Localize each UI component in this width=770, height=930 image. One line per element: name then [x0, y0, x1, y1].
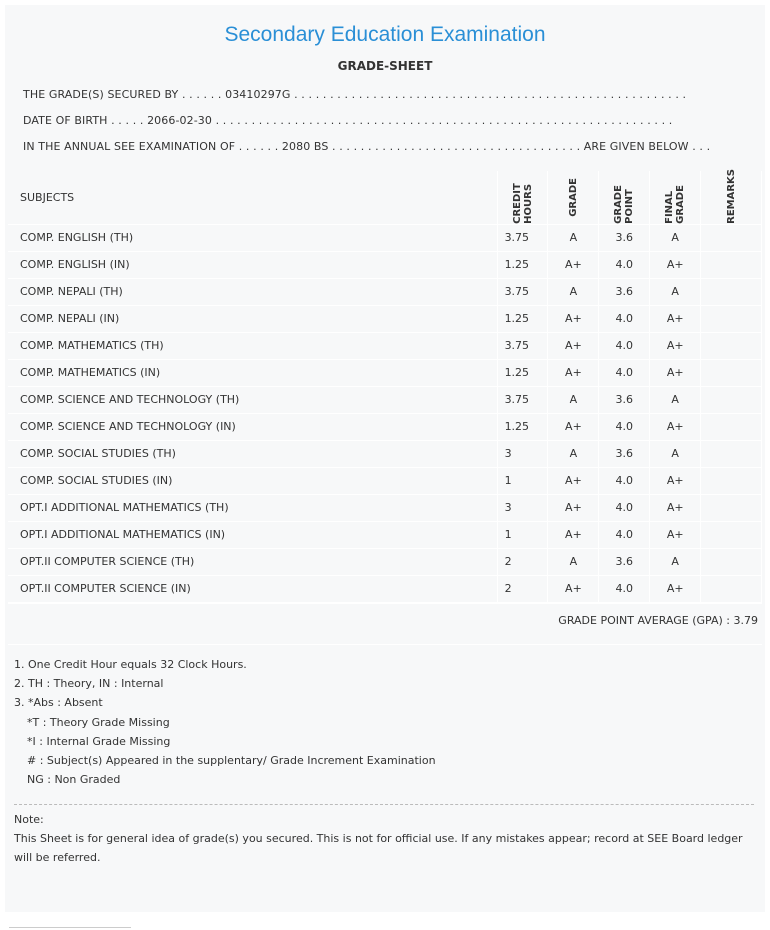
final-grade-cell: A — [650, 548, 701, 575]
final-grade-cell: A — [650, 224, 701, 251]
subject-cell: OPT.I ADDITIONAL MATHEMATICS (IN) — [8, 521, 497, 548]
subject-cell: OPT.II COMPUTER SCIENCE (TH) — [8, 548, 497, 575]
table-row — [8, 305, 762, 332]
remarks-cell — [701, 575, 762, 602]
exam-line: IN THE ANNUAL SEE EXAMINATION OF . . . . . . 2080 BS . . . . . . . . . . . . . . . . . . . . . . . . . . . . . . . . . . . ARE GIVEN BELOW . . . — [23, 140, 711, 153]
final-grade-cell: A+ — [650, 521, 701, 548]
table-header-row — [8, 171, 762, 224]
table-row — [8, 575, 762, 602]
table-row — [8, 386, 762, 413]
grade-sheet — [5, 5, 765, 912]
final-grade-cell: A — [650, 278, 701, 305]
grade-point-cell: 4.0 — [599, 305, 650, 332]
subject-cell: COMP. SCIENCE AND TECHNOLOGY (IN) — [8, 413, 497, 440]
grade-point-cell: 3.6 — [599, 440, 650, 467]
remarks-cell — [701, 521, 762, 548]
legend — [14, 655, 436, 789]
header-subjects: SUBJECTS — [8, 171, 497, 224]
grade-cell: A — [548, 548, 599, 575]
legend-item: *T : Theory Grade Missing — [27, 715, 170, 729]
grade-point-cell: 4.0 — [599, 359, 650, 386]
note-text: This Sheet is for general idea of grade(s) you secured. This is not for official use. If any mistakes appear; record at SEE Board ledger will be referred. — [14, 832, 743, 864]
page-title: Secondary Education Examination — [224, 23, 546, 46]
subject-cell: COMP. SOCIAL STUDIES (TH) — [8, 440, 497, 467]
grade-point-cell: 4.0 — [599, 251, 650, 278]
credit-hours-cell: 3.75 — [497, 332, 548, 359]
header-credit-hours: CREDIT HOURS — [497, 171, 548, 224]
header-grade: GRADE — [548, 171, 599, 224]
credit-hours-cell: 1 — [497, 521, 548, 548]
credit-hours-cell: 1.25 — [497, 413, 548, 440]
subject-cell: COMP. NEPALI (TH) — [8, 278, 497, 305]
note-block — [14, 810, 759, 867]
table-row — [8, 494, 762, 521]
remarks-cell — [701, 332, 762, 359]
grade-cell: A — [548, 278, 599, 305]
remarks-cell — [701, 359, 762, 386]
grade-point-cell: 4.0 — [599, 332, 650, 359]
table-row — [8, 467, 762, 494]
remarks-cell — [701, 305, 762, 332]
grade-cell: A — [548, 224, 599, 251]
gpa-value: GRADE POINT AVERAGE (GPA) : 3.79 — [558, 614, 758, 627]
legend-item: 1. One Credit Hour equals 32 Clock Hours. — [14, 658, 247, 671]
grade-point-cell: 3.6 — [599, 278, 650, 305]
table-row — [8, 413, 762, 440]
grades-table — [8, 171, 762, 603]
final-grade-cell: A+ — [650, 467, 701, 494]
credit-hours-cell: 3 — [497, 440, 548, 467]
final-grade-cell: A+ — [650, 413, 701, 440]
credit-hours-cell: 1.25 — [497, 251, 548, 278]
remarks-cell — [701, 467, 762, 494]
credit-hours-cell: 3.75 — [497, 386, 548, 413]
subject-cell: COMP. NEPALI (IN) — [8, 305, 497, 332]
grade-cell: A+ — [548, 494, 599, 521]
legend-item: 3. *Abs : Absent — [14, 696, 103, 710]
table-row — [8, 278, 762, 305]
table-row — [8, 332, 762, 359]
table-row — [8, 251, 762, 278]
subject-cell: OPT.II COMPUTER SCIENCE (IN) — [8, 575, 497, 602]
header-remarks: REMARKS — [701, 171, 762, 224]
grade-point-cell: 4.0 — [599, 467, 650, 494]
subject-cell: COMP. ENGLISH (IN) — [8, 251, 497, 278]
grade-cell: A+ — [548, 521, 599, 548]
credit-hours-cell: 2 — [497, 575, 548, 602]
subject-cell: COMP. SOCIAL STUDIES (IN) — [8, 467, 497, 494]
final-grade-cell: A+ — [650, 359, 701, 386]
grade-point-cell: 4.0 — [599, 413, 650, 440]
dob-line: DATE OF BIRTH . . . . . 2066-02-30 . . . . . . . . . . . . . . . . . . . . . . . . . . . . . . . . . . . . . . . . . . . . . . . . . . . . . . . . . . . . . . . . — [23, 114, 673, 127]
grade-point-cell: 3.6 — [599, 548, 650, 575]
subject-cell: COMP. MATHEMATICS (TH) — [8, 332, 497, 359]
table-row — [8, 548, 762, 575]
grade-point-cell: 3.6 — [599, 224, 650, 251]
grade-cell: A+ — [548, 467, 599, 494]
table-row — [8, 440, 762, 467]
remarks-cell — [701, 224, 762, 251]
grade-cell: A — [548, 440, 599, 467]
footer-divider — [9, 927, 131, 928]
credit-hours-cell: 2 — [497, 548, 548, 575]
credit-hours-cell: 3.75 — [497, 278, 548, 305]
legend-item: NG : Non Graded — [27, 773, 121, 787]
final-grade-cell: A — [650, 440, 701, 467]
subject-cell: COMP. ENGLISH (TH) — [8, 224, 497, 251]
table-row — [8, 359, 762, 386]
remarks-cell — [701, 278, 762, 305]
remarks-cell — [701, 440, 762, 467]
grade-cell: A+ — [548, 251, 599, 278]
remarks-cell — [701, 494, 762, 521]
legend-item: 2. TH : Theory, IN : Internal — [14, 677, 164, 691]
credit-hours-cell: 3.75 — [497, 224, 548, 251]
grade-point-cell: 4.0 — [599, 575, 650, 602]
final-grade-cell: A+ — [650, 332, 701, 359]
remarks-cell — [701, 548, 762, 575]
grade-point-cell: 4.0 — [599, 494, 650, 521]
subject-cell: COMP. MATHEMATICS (IN) — [8, 359, 497, 386]
remarks-cell — [701, 386, 762, 413]
credit-hours-cell: 1.25 — [497, 359, 548, 386]
credit-hours-cell: 3 — [497, 494, 548, 521]
table-row — [8, 521, 762, 548]
credit-hours-cell: 1 — [497, 467, 548, 494]
final-grade-cell: A+ — [650, 305, 701, 332]
note-divider — [14, 804, 754, 805]
legend-item: *I : Internal Grade Missing — [27, 734, 171, 748]
final-grade-cell: A+ — [650, 575, 701, 602]
grade-cell: A+ — [548, 575, 599, 602]
table-row — [8, 224, 762, 251]
subject-cell: COMP. SCIENCE AND TECHNOLOGY (TH) — [8, 386, 497, 413]
final-grade-cell: A+ — [650, 251, 701, 278]
gpa-row — [8, 603, 762, 645]
grade-cell: A+ — [548, 413, 599, 440]
final-grade-cell: A — [650, 386, 701, 413]
legend-item: # : Subject(s) Appeared in the supplentary/ Grade Increment Examination — [27, 754, 436, 768]
final-grade-cell: A+ — [650, 494, 701, 521]
grade-cell: A+ — [548, 305, 599, 332]
grade-cell: A — [548, 386, 599, 413]
note-label: Note: — [14, 813, 44, 826]
page-subtitle: GRADE-SHEET — [337, 59, 433, 73]
secured-by-line: THE GRADE(S) SECURED BY . . . . . . 03410297G . . . . . . . . . . . . . . . . . . . . . . . . . . . . . . . . . . . . . . . . . . . . . . . . . . . . . . . — [23, 88, 687, 101]
grade-cell: A+ — [548, 332, 599, 359]
header-grade-point: GRADE POINT — [599, 171, 650, 224]
grade-cell: A+ — [548, 359, 599, 386]
grade-point-cell: 3.6 — [599, 386, 650, 413]
credit-hours-cell: 1.25 — [497, 305, 548, 332]
subject-cell: OPT.I ADDITIONAL MATHEMATICS (TH) — [8, 494, 497, 521]
remarks-cell — [701, 251, 762, 278]
grade-point-cell: 4.0 — [599, 521, 650, 548]
header-final-grade: FINAL GRADE — [650, 171, 701, 224]
remarks-cell — [701, 413, 762, 440]
